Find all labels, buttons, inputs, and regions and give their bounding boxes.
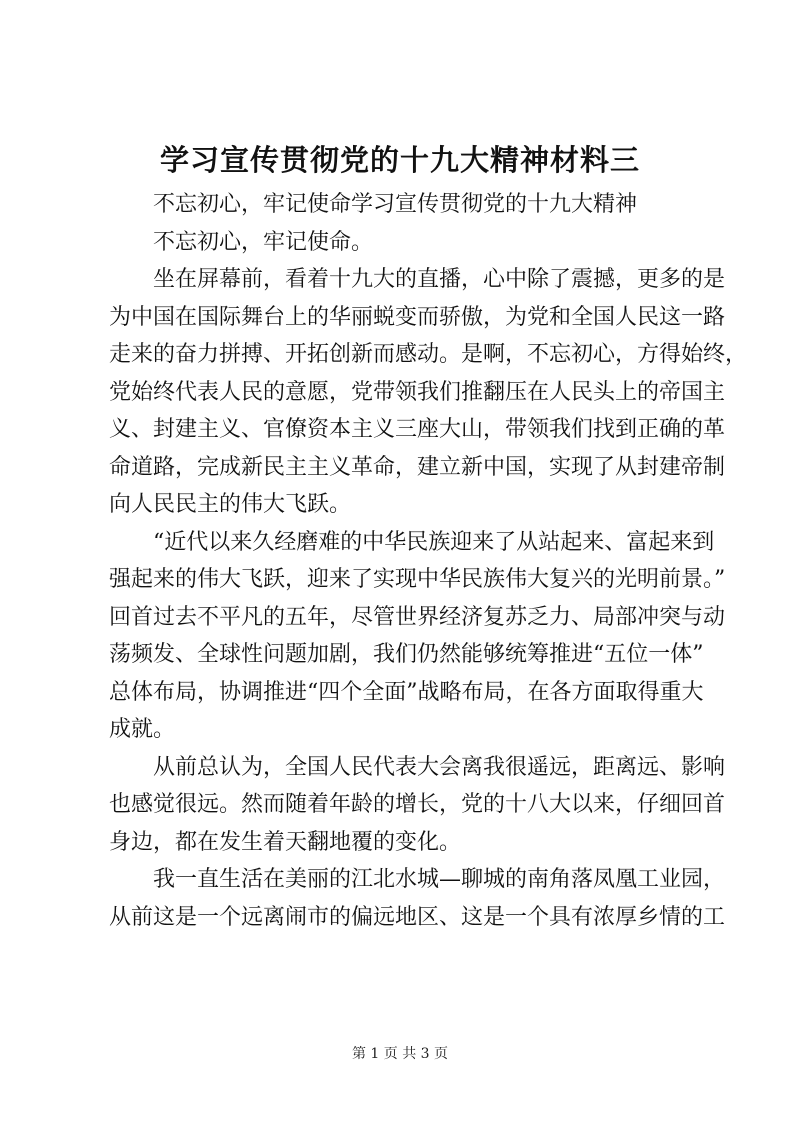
- text-line: 党始终代表人民的意愿，党带领我们推翻压在人民头上的帝国主: [109, 379, 726, 405]
- text-line: 总体布局，协调推进“四个全面”战略布局，在各方面取得重大: [109, 679, 704, 705]
- text-line: 走来的奋力拼搏、开拓创新而感动。是啊，不忘初心，方得始终，: [109, 342, 748, 367]
- text-line: 坐在屏幕前，看着十九大的直播，心中除了震撼，更多的是: [153, 267, 726, 292]
- document-body: [109, 186, 748, 936]
- text-line: 强起来的伟大飞跃，迎来了实现中华民族伟大复兴的光明前景。”: [109, 567, 726, 592]
- text-line: 成就。: [109, 717, 176, 742]
- text-line: 为中国在国际舞台上的华丽蜕变而骄傲，为党和全国人民这一路: [109, 304, 726, 330]
- text-line: 荡频发、全球性问题加剧，我们仍然能够统筹推进“五位一体”: [109, 642, 704, 667]
- text-line: 身边，都在发生着天翻地覆的变化。: [109, 829, 462, 855]
- page-footer: 第 1 页 共 3 页: [351, 1046, 449, 1062]
- text-line: 回首过去不平凡的五年，尽管世界经济复苏乏力、局部冲突与动: [109, 604, 726, 630]
- text-line: 不忘初心，牢记使命。: [153, 229, 374, 255]
- text-line: “近代以来久经磨难的中华民族迎来了从站起来、富起来到: [153, 529, 715, 555]
- text-line: 从前总认为，全国人民代表大会离我很遥远，距离远、影响: [153, 754, 726, 780]
- text-line: 义、封建主义、官僚资本主义三座大山，带领我们找到正确的革: [109, 417, 726, 442]
- text-line: 命道路，完成新民主主义革命，建立新中国，实现了从封建帝制: [109, 454, 726, 480]
- document-title: 学习宣传贯彻党的十九大精神材料三: [159, 143, 640, 177]
- text-line: 我一直生活在美丽的江北水城—聊城的南角落凤凰工业园，: [153, 867, 726, 892]
- text-line: 不忘初心，牢记使命学习宣传贯彻党的十九大精神: [153, 192, 638, 217]
- text-line: 从前这是一个远离闹市的偏远地区、这是一个具有浓厚乡情的工: [109, 904, 726, 930]
- text-line: 也感觉很远。然而随着年龄的增长，党的十八大以来，仔细回首: [109, 792, 726, 817]
- text-line: 向人民民主的伟大飞跃。: [109, 492, 352, 517]
